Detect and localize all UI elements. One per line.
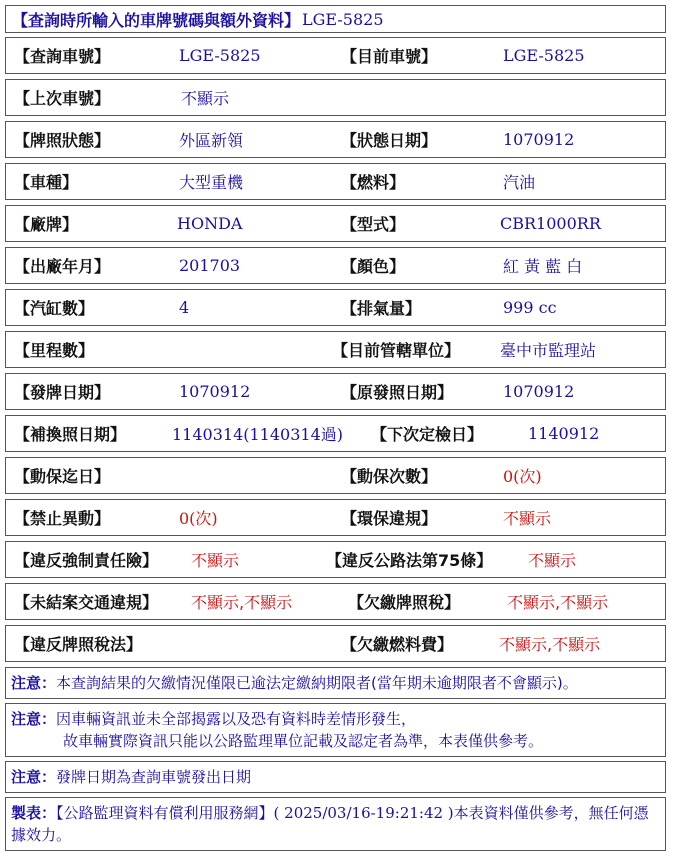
renew-license-value: 1140314(1140314過) bbox=[172, 425, 344, 444]
table-row bbox=[5, 583, 666, 620]
field-label: 【廠牌】 bbox=[14, 215, 79, 234]
unpaid-tax-value: 不顯示,不顯示 bbox=[507, 593, 609, 612]
field-label: 【動保次數】 bbox=[341, 467, 438, 486]
field-label: 【發牌日期】 bbox=[14, 383, 111, 402]
table-row bbox=[5, 331, 666, 368]
orig-license-value: 1070912 bbox=[503, 382, 575, 401]
table-row bbox=[5, 457, 666, 494]
note-issue-date bbox=[5, 761, 666, 793]
table-row bbox=[5, 499, 666, 536]
fuel-value: 汽油 bbox=[503, 173, 536, 192]
table-row bbox=[5, 541, 666, 578]
field-label: 【禁止異動】 bbox=[14, 509, 111, 528]
field-label: 【狀態日期】 bbox=[341, 131, 438, 150]
query-plate-value: LGE-5825 bbox=[179, 46, 261, 65]
field-label: 【出廠年月】 bbox=[14, 257, 111, 276]
vehicle-type-value: 大型重機 bbox=[179, 173, 244, 192]
cylinders-value: 4 bbox=[179, 298, 190, 317]
field-label: 【補換照日期】 bbox=[14, 425, 127, 444]
page-title bbox=[5, 5, 666, 33]
field-label: 【排氣量】 bbox=[341, 299, 422, 318]
color-value: 紅 黃 藍 白 bbox=[503, 257, 583, 276]
art75-value: 不顯示 bbox=[528, 551, 577, 570]
field-label: 【顏色】 bbox=[341, 257, 406, 276]
title-text: 【查詢時所輸入的車牌號碼與額外資料】 bbox=[12, 10, 301, 30]
note-text: 發牌日期為查詢車號發出日期 bbox=[56, 768, 252, 786]
field-label: 【原發照日期】 bbox=[341, 383, 454, 402]
field-label: 【動保迄日】 bbox=[14, 467, 111, 486]
table-row bbox=[5, 163, 666, 200]
unpaid-tickets-value: 不顯示,不顯示 bbox=[191, 593, 293, 612]
insurance-count-value: 0(次) bbox=[503, 467, 542, 486]
note-text: 本查詢結果的欠繳情況僅限已逾法定繳納期限者(當年期未逾期限者不會顯示)。 bbox=[56, 674, 578, 692]
field-label: 【違反牌照稅法】 bbox=[14, 635, 143, 654]
table-row bbox=[5, 415, 666, 452]
model-value: CBR1000RR bbox=[500, 214, 601, 233]
footer-label: 製表： bbox=[11, 804, 57, 822]
status-date-value: 1070912 bbox=[503, 130, 575, 149]
note-text: 故車輛實際資訊只能以公路監理單位記載及認定者為準，本表僅供參考。 bbox=[63, 732, 544, 750]
field-label: 【違反強制責任險】 bbox=[14, 551, 159, 570]
mfg-date-value: 201703 bbox=[179, 256, 241, 275]
field-label: 【環保違規】 bbox=[341, 509, 438, 528]
title-plate: LGE-5825 bbox=[302, 9, 384, 29]
make-value: HONDA bbox=[177, 214, 243, 233]
field-label: 【燃料】 bbox=[341, 173, 406, 192]
field-label: 【下次定檢日】 bbox=[371, 425, 484, 444]
note-label: 注意： bbox=[11, 674, 57, 692]
table-row bbox=[5, 247, 666, 284]
plate-status-value: 外區新領 bbox=[179, 131, 244, 150]
compulsory-insurance-value: 不顯示 bbox=[191, 551, 240, 570]
displacement-value: 999 cc bbox=[503, 298, 557, 317]
table-row bbox=[5, 289, 666, 326]
field-label: 【目前管轄單位】 bbox=[332, 341, 461, 360]
vehicle-info-table bbox=[5, 5, 666, 855]
prev-plate-value: 不顯示 bbox=[181, 89, 230, 108]
next-inspect-value: 1140912 bbox=[528, 424, 600, 443]
table-row bbox=[5, 37, 666, 74]
footer-text: 本表資料僅供參考，無任何憑據效力。 bbox=[11, 804, 649, 844]
note-text: 因車輛資訊並未全部揭露以及恐有資料時差情形發生， bbox=[56, 710, 417, 728]
table-row bbox=[5, 121, 666, 158]
note-overdue bbox=[5, 667, 666, 699]
transfer-ban-value: 0(次) bbox=[179, 509, 218, 528]
table-row bbox=[5, 373, 666, 410]
footer-source: 【公路監理資料有償利用服務網】 bbox=[56, 804, 274, 822]
field-label: 【目前車號】 bbox=[341, 47, 438, 66]
footer bbox=[5, 797, 666, 851]
note-label: 注意： bbox=[11, 768, 57, 786]
field-label: 【車種】 bbox=[14, 173, 79, 192]
current-plate-value: LGE-5825 bbox=[503, 46, 585, 65]
field-label: 【欠繳牌照稅】 bbox=[348, 593, 461, 612]
issue-date-value: 1070912 bbox=[179, 382, 251, 401]
field-label: 【未結案交通違規】 bbox=[14, 593, 159, 612]
field-label: 【牌照狀態】 bbox=[14, 131, 111, 150]
field-label: 【汽缸數】 bbox=[14, 299, 95, 318]
unpaid-fuel-value: 不顯示,不顯示 bbox=[499, 635, 601, 654]
field-label: 【查詢車號】 bbox=[14, 47, 111, 66]
table-row bbox=[5, 79, 666, 116]
field-label: 【里程數】 bbox=[14, 341, 95, 360]
field-label: 【上次車號】 bbox=[14, 89, 111, 108]
office-value: 臺中市監理站 bbox=[500, 341, 597, 360]
field-label: 【欠繳燃料費】 bbox=[341, 635, 454, 654]
env-violation-value: 不顯示 bbox=[503, 509, 552, 528]
note-disclaimer bbox=[5, 703, 666, 757]
field-label: 【違反公路法第75條】 bbox=[326, 551, 493, 570]
note-label: 注意： bbox=[11, 710, 57, 728]
table-row bbox=[5, 625, 666, 662]
table-row bbox=[5, 205, 666, 242]
footer-timestamp: ( 2025/03/16-19:21:42 ) bbox=[273, 804, 454, 822]
field-label: 【型式】 bbox=[341, 215, 406, 234]
